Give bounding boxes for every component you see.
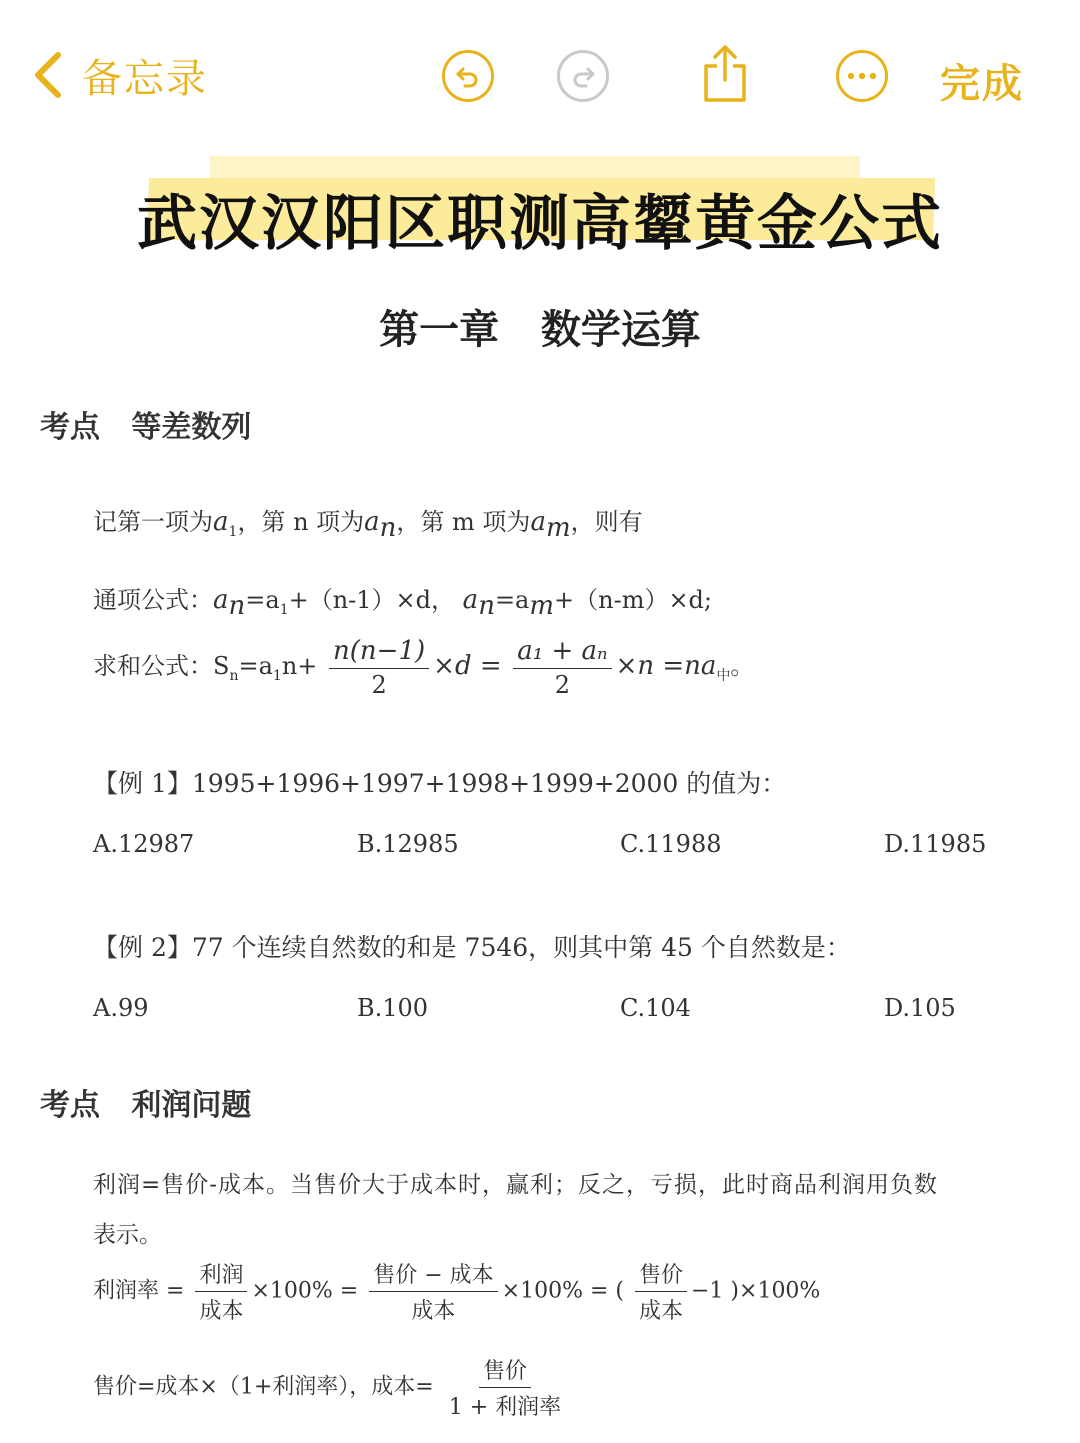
example-1-option-c: C.11988 <box>620 830 722 858</box>
share-icon <box>700 44 750 104</box>
undo-button[interactable] <box>442 50 494 102</box>
share-button[interactable] <box>700 44 750 104</box>
general-term-formula: 通项公式：$a_n=a_1+(n-1)\times d$， $a_n=a_m+(n-m)\times d$; <box>93 585 713 621</box>
title-highlight-top <box>210 156 860 178</box>
chevron-left-icon <box>30 51 64 99</box>
example-2-option-d: D.105 <box>884 994 956 1022</box>
section-heading-profit: 考点 利润问题 <box>40 1088 252 1123</box>
profit-paragraph-line-2: 表示。 <box>93 1222 162 1248</box>
page-title: 武汉汉阳区职测高颦黄金公式 <box>137 189 943 259</box>
done-button[interactable]: 完成 <box>940 61 1024 107</box>
chapter-heading: 第一章 数学运算 <box>379 306 701 353</box>
back-button-label: 备忘录 <box>82 55 208 102</box>
example-1-option-b: B.12985 <box>357 830 459 858</box>
section-heading-arithmetic-sequence: 考点 等差数列 <box>40 410 252 445</box>
sequence-intro: 记第一项为$a_1$，第 n 项为$a_n$，第 m 项为$a_m$，则有 <box>93 507 643 543</box>
example-1-option-a: A.12987 <box>93 830 195 858</box>
example-2-option-b: B.100 <box>357 994 429 1022</box>
undo-icon <box>454 62 482 90</box>
example-2-question: 【例 2】77 个连续自然数的和是 7546，则其中第 45 个自然数是： <box>93 933 851 962</box>
profit-paragraph-line-1: 利润=售价-成本。当售价大于成本时，赢利；反之，亏损，此时商品利润用负数 <box>93 1172 939 1198</box>
redo-button[interactable] <box>557 50 609 102</box>
sum-formula: 求和公式：$S_n=a_1n+$ $\frac{n(n-1)}{2}$ ×d = $\frac{\text{a₁ + aₙ}}{2}$ $\times n =na_中$。 <box>93 636 755 699</box>
example-1-option-d: D.11985 <box>884 830 987 858</box>
more-icon <box>847 72 877 80</box>
profit-rate-formula: 利润率 = $\frac{\text{利润}}{\text{成本}}$ ×100% = $\frac{\text{售价 − 成本}}{\text{成本}}$ ×100% = ( $\frac{\text{售价}}{\text{成本}}$ −1 )×100% <box>93 1258 820 1325</box>
price-cost-formula: 售价=成本×（1+利润率），成本= $\frac{\text{售价}}{\text{1 + 利润率}}$ <box>93 1354 569 1421</box>
example-2-option-a: A.99 <box>93 994 149 1022</box>
back-button[interactable] <box>30 50 208 100</box>
navigation-bar <box>0 0 1080 150</box>
more-button[interactable] <box>836 50 888 102</box>
example-2-option-c: C.104 <box>620 994 691 1022</box>
redo-icon <box>569 62 597 90</box>
example-1-question: 【例 1】1995+1996+1997+1998+1999+2000 的值为： <box>93 769 787 798</box>
